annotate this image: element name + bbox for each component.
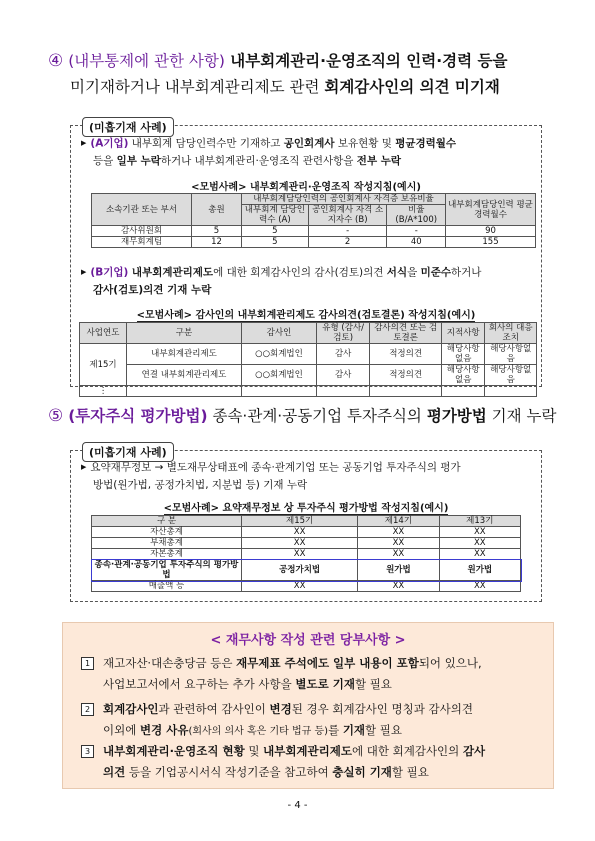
table-investment-method: 구 분 제15기 제14기 제13기 자산총계 XX XX XX 부채총계 XX XX XX 자본총계 XX XX XX 종속·관계·공동기업 투자주식의 평가방법 공정가치법 원가법 원가법 매출액 등 XX XX XX xyxy=(91,515,521,592)
table-row: 자산총계 XX XX XX xyxy=(92,527,521,538)
sec5-text: ▶ 요약재무정보 → 별도재무상태표에 종속·관계기업 또는 공동기업 투자주식의 평가 방법(원가법, 공정가치법, 지분법 등) 기재 누락 xyxy=(81,461,461,491)
example-2-title: <모범사례> 감사인의 내부회계관리제도 감사의견(검토결론) 작성지침(예시) xyxy=(136,310,476,321)
notes-title: < 재무사항 작성 관련 당부사항 > xyxy=(210,633,406,648)
note-item-2: 2 회계감사인과 관련하여 감사인이 변경된 경우 회계감사인 명칭과 감사의견 이외에 변경 사유(회사의 의사 혹은 기타 법규 등)를 기재할 필요 xyxy=(81,699,543,741)
table-row-highlighted: 종속·관계·공동기업 투자주식의 평가방법 공정가치법 원가법 원가법 xyxy=(92,560,521,581)
table-row: 감사위원회 5 5 - - 90 xyxy=(92,226,536,237)
table-internal-org: 소속기관 또는 부서 총원 내부회계담당인력의 공인회계사 자격증 보유비율 내부회계담당인력 평균경력월수 내부회계 담당인력수 (A) 공인회계사 자격 소지자수 (B) 비율 (B/A*100) 감사위원회 5 5 - - 90 재무회계팀 12 5 2 40 155 xyxy=(91,193,536,248)
note-item-1: 1 재고자산·대손충당금 등은 재무제표 주석에도 일부 내용이 포함되어 있으나, 사업보고서에서 요구하는 추가 사항을 별도로 기재할 필요 xyxy=(81,653,543,695)
b-company-text: ▶ (B기업) 내부회계관리제도에 대한 회계감사인의 감사(검토)의견 서식을 미준수하거나 감사(검토)의견 기재 누락 xyxy=(81,266,482,296)
table-row: ⋮ xyxy=(80,386,537,397)
note-number-2: 2 xyxy=(81,703,94,716)
section-4-label: (미흡기재 사례) xyxy=(82,117,174,137)
section-4-number: ④ xyxy=(48,51,64,71)
table-row: 매출액 등 XX XX XX xyxy=(92,581,521,592)
section-5-label: (미흡기재 사례) xyxy=(82,442,174,462)
section-4-paren: (내부통제에 관한 사항) xyxy=(68,52,225,70)
page-number: - 4 - xyxy=(287,800,308,811)
table-audit-opinion: 사업연도 구분 감사인 유형 (감사/검토) 감사의견 또는 검토결론 지적사항 회사의 대응조치 제15기 내부회계관리제도 ○○회계법인 감사 적정의견 해당사항없음 해당사항없음 연결 내부회계관리제도 ○○회계법인 감사 적정의견 해당사항없음 해당사항없음 ⋮ xyxy=(79,322,537,397)
note-number-1: 1 xyxy=(81,657,94,670)
a-company-text: ▶ (A기업) 내부회계 담당인력수만 기재하고 공인회계사 보유현황 및 평균경력월수 등을 일부 누락하거나 내부회계관리·운영조직 관련사항을 전부 누락 xyxy=(81,137,457,167)
table-row: 재무회계팀 12 5 2 40 155 xyxy=(92,237,536,248)
table-row: 자본총계 XX XX XX xyxy=(92,549,521,560)
table-row: 연결 내부회계관리제도 ○○회계법인 감사 적정의견 해당사항없음 해당사항없음 xyxy=(80,365,537,386)
notes-box xyxy=(62,622,554,789)
section-5-example-box xyxy=(70,450,542,602)
section-4-heading: ④ (내부통제에 관한 사항) 내부회계관리·운영조직의 인력·경력 등을 미기재하거나 내부회계관리제도 관련 회계감사인의 의견 미기재 xyxy=(48,51,508,96)
note-number-3: 3 xyxy=(81,745,94,758)
table-row: 제15기 내부회계관리제도 ○○회계법인 감사 적정의견 해당사항없음 해당사항없음 xyxy=(80,344,537,365)
section-5-heading: ⑤ (투자주식 평가방법) 종속·관계·공동기업 투자주식의 평가방법 기재 누락 xyxy=(48,406,557,426)
example-1-title: <모범사례> 내부회계관리·운영조직 작성지침(예시) xyxy=(191,182,421,193)
table-row: 부채총계 XX XX XX xyxy=(92,538,521,549)
example-3-title: <모범사례> 요약재무정보 상 투자주식 평가방법 작성지침(예시) xyxy=(163,503,449,514)
note-item-3: 3 내부회계관리·운영조직 현황 및 내부회계관리제도에 대한 회계감사인의 감사 의견 등을 기업공시서식 작성기준을 참고하여 충실히 기재할 필요 xyxy=(81,741,543,783)
section-4-example-box xyxy=(70,125,542,396)
